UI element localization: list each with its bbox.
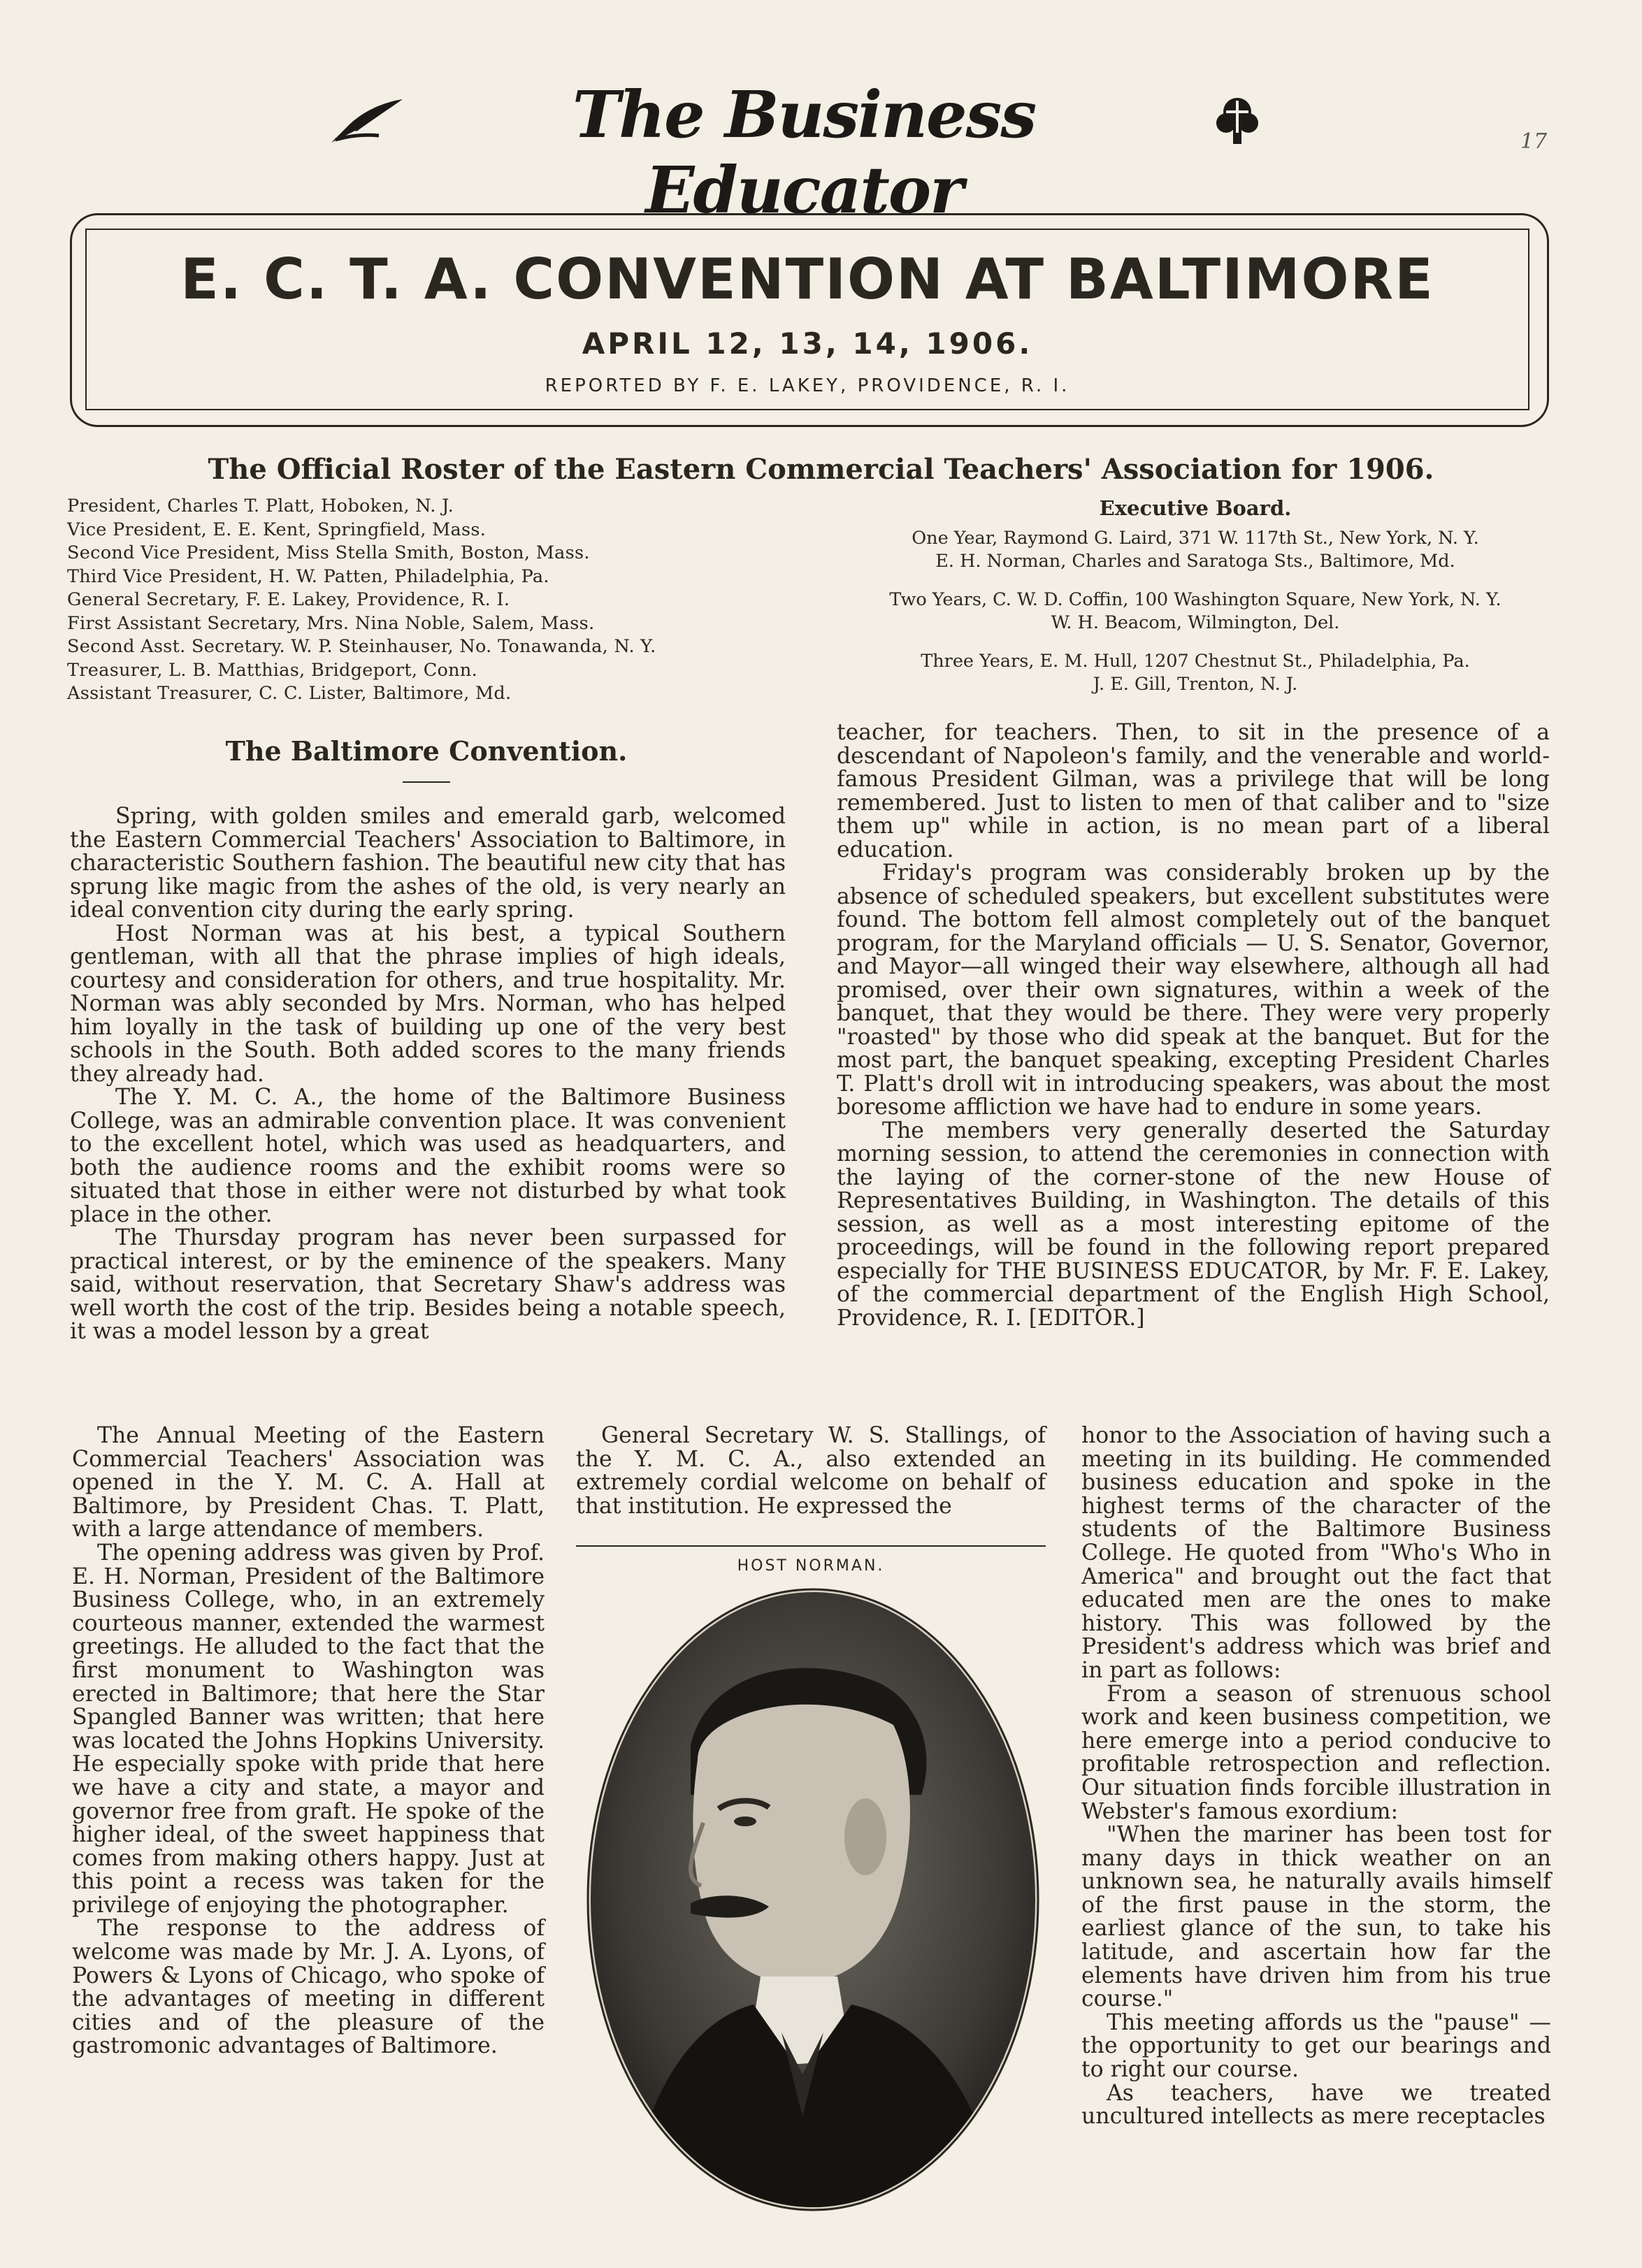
paragraph: General Secretary W. S. Stallings, of the Y. M. C. A., also extended an extremely cordial welcome on behalf of that institution. He expressed the: [576, 1423, 1046, 1519]
officer-line: Second Vice President, Miss Stella Smith, Boston, Mass.: [67, 542, 590, 563]
paragraph: Spring, with golden smiles and emerald garb, welcomed the Eastern Commercial Teachers' Association to Baltimore, in characteristic Southern fashion. The beautiful new city that has sprung like magic from the ashes of the old, is very nearly an ideal convention city during the early spring.: [70, 804, 786, 923]
lamp-emblem-icon: [1209, 91, 1265, 147]
executive-board-heading: Executive Board.: [1099, 496, 1292, 520]
paragraph: teacher, for teachers. Then, to sit in the presence of a descendant of Napoleon's family, and the venerable and world-famous President Gilman, was a privilege that will be long remembered. Just to listen to men of that caliber and to "size them up" while in action, is no mean part of a liberal education.: [837, 720, 1550, 862]
executive-line: J. E. Gill, Trenton, N. J.: [1093, 674, 1298, 695]
paragraph: Friday's program was considerably broken up by the absence of scheduled speakers, but excellent substitutes were found. The bottom fell almost completely out of the banquet program, for the Maryland officials — U. S. Senator, Governor, and Mayor—all winged their way elsewhere, although all had promised, over their own signatures, within a week of the banquet, that they would be there. They were very properly "roasted" by those who did speak at the banquet. But for the most part, the banquet speaking, excepting President Charles T. Platt's droll wit in introducing speakers, was about the most boresome affliction we have had to endure in some years.: [837, 860, 1550, 1120]
page-number: 17: [1520, 129, 1548, 154]
report-column-c: [1081, 1424, 1551, 2129]
photo-caption: HOST NORMAN.: [737, 1557, 885, 1575]
article-right-column: [837, 721, 1550, 1330]
paragraph: "When the mariner has been tost for many days in thick weather on an unknown sea, he naturally avails himself of the first pause in the storm, the earliest glance of the sun, to take his latitude, and ascertain how far the elements have driven him from his true course.": [1081, 1822, 1551, 2012]
paragraph: The Y. M. C. A., the home of the Baltimore Business College, was an admirable convention place. It was convenient to the excellent hotel, which was used as headquarters, and both the audience rooms and the exhibit rooms were so situated that those in either were not disturbed by what took place in the other.: [70, 1085, 786, 1227]
article-main-title: E. C. T. A. CONVENTION AT BALTIMORE: [180, 247, 1434, 312]
quill-pen-icon: [329, 96, 405, 145]
paragraph: honor to the Association of having such a meeting in its building. He commended business education and spoke in the highest terms of the character of the students of the Baltimore Business College. He quoted from "Who's Who in America" and brought out the fact that educated men are the ones to make history. This was followed by the President's address which was brief and in part as follows:: [1081, 1423, 1551, 1683]
officer-line: Second Asst. Secretary. W. P. Steinhauser, No. Tonawanda, N. Y.: [67, 636, 656, 657]
executive-line: W. H. Beacom, Wilmington, Del.: [1051, 612, 1340, 633]
officer-line: Treasurer, L. B. Matthias, Bridgeport, Conn.: [67, 659, 478, 681]
paragraph: The Annual Meeting of the Eastern Commercial Teachers' Association was opened in the Y. M. C. A. Hall at Baltimore, by President Chas. T. Platt, with a large attendance of members.: [72, 1423, 545, 1543]
officer-line: First Assistant Secretary, Mrs. Nina Noble, Salem, Mass.: [67, 612, 595, 634]
reporter-credit: REPORTED BY F. E. LAKEY, PROVIDENCE, R. I.: [545, 375, 1070, 396]
report-column-b: [576, 1424, 1046, 1518]
paragraph: The response to the address of welcome was made by Mr. J. A. Lyons, of Powers & Lyons of Chicago, who spoke of the advantages of meeting in different cities and of the pleasure of the gastromonic advantages of Baltimore.: [72, 1916, 545, 2059]
masthead-title: The Business Educator: [572, 77, 1036, 228]
article-left-column: [70, 805, 786, 1344]
paragraph: The Thursday program has never been surpassed for practical interest, or by the eminence of the speakers. Many said, without reservation, that Secretary Shaw's address was well worth the cost of the trip. Besides being a notable speech, it was a model lesson by a great: [70, 1225, 786, 1344]
paragraph: The members very generally deserted the Saturday morning session, to attend the ceremonies in connection with the laying of the corner-stone of the new House of Representatives Building, in Washington. The details of this session, as well as a most interesting epitome of the proceedings, will be found in the following report prepared especially for THE BUSINESS EDUCATOR, by Mr. F. E. Lakey, of the commercial department of the English High School, Providence, R. I. [EDITOR.]: [837, 1118, 1550, 1331]
executive-board-entry: [832, 650, 1559, 696]
executive-line: Two Years, C. W. D. Coffin, 100 Washington Square, New York, N. Y.: [889, 589, 1501, 610]
officer-line: Third Vice President, H. W. Patten, Philadelphia, Pa.: [67, 565, 549, 587]
officer-line: General Secretary, F. E. Lakey, Providence, R. I.: [67, 589, 510, 610]
officer-line: Assistant Treasurer, C. C. Lister, Baltimore, Md.: [67, 683, 512, 704]
article-heading: The Baltimore Convention.: [225, 735, 628, 767]
officer-line: Vice President, E. E. Kent, Springfield, Mass.: [67, 519, 487, 540]
paragraph: Host Norman was at his best, a typical Southern gentleman, with all that the phrase implies of high ideals, courtesy and consideration for others, and true hospitality. Mr. Norman was ably seconded by Mrs. Norman, who has helped him loyally in the task of building up one of the very best schools in the South. Both added scores to the many friends they already had.: [70, 920, 786, 1087]
executive-board-entry: [832, 527, 1559, 573]
officer-list: [67, 495, 829, 706]
roster-heading: The Official Roster of the Eastern Commercial Teachers' Association for 1906.: [208, 453, 1434, 486]
paragraph: From a season of strenuous school work and keen business competition, we here emerge into a period conducive to profitable retrospection and reflection. Our situation finds forcible illustration in Webster's famous exordium:: [1081, 1681, 1551, 1824]
convention-dates: APRIL 12, 13, 14, 1906.: [582, 326, 1033, 361]
masthead: [308, 77, 1300, 228]
heading-divider: [403, 781, 450, 783]
title-box: [70, 213, 1545, 430]
executive-board-entry: [832, 588, 1559, 635]
executive-line: One Year, Raymond G. Laird, 371 W. 117th St., New York, N. Y.: [912, 528, 1479, 549]
paragraph: This meeting affords us the "pause" — the opportunity to get our bearings and to right our course.: [1081, 2009, 1551, 2083]
report-column-a: [72, 1424, 545, 2058]
portrait-photo: [586, 1585, 1040, 2214]
executive-line: Three Years, E. M. Hull, 1207 Chestnut St., Philadelphia, Pa.: [921, 651, 1470, 672]
paragraph: As teachers, have we treated uncultured intellects as mere receptacles: [1081, 2080, 1551, 2130]
officer-line: President, Charles T. Platt, Hoboken, N. J.: [67, 496, 454, 517]
executive-line: E. H. Norman, Charles and Saratoga Sts., Baltimore, Md.: [935, 551, 1455, 572]
executive-board: [832, 496, 1559, 712]
paragraph: The opening address was given by Prof. E. H. Norman, President of the Baltimore Business College, who, in an extremely courteous manner, extended the warmest greetings. He alluded to the fact that the first monument to Washington was erected in Baltimore; that here the Star Spangled Banner was written; that here was located the Johns Hopkins University. He especially spoke with pride that here we have a city and state, a mayor and governor free from graft. He spoke of the higher ideal, of the sweet happiness that comes from making others happy. Just at this point a recess was taken for the privilege of enjoying the photographer.: [72, 1540, 545, 1918]
photo-divider: [576, 1545, 1046, 1547]
